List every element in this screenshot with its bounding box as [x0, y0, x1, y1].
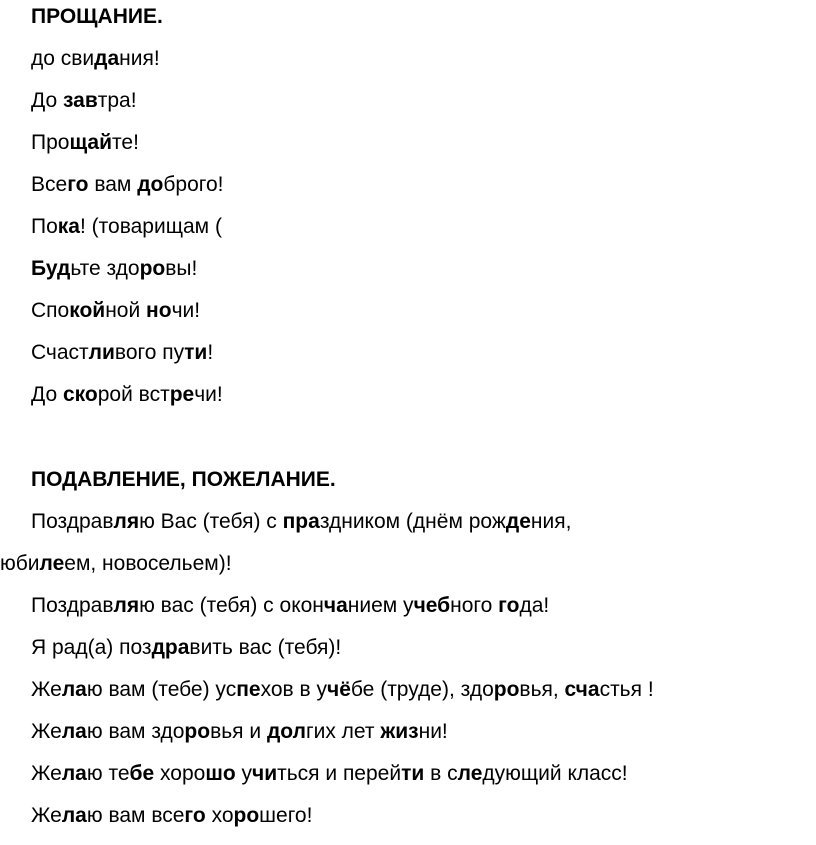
phrase-line — [31, 172, 224, 198]
text-segment: у — [235, 762, 252, 785]
text-segment: ни! — [418, 720, 448, 743]
phrase-line — [31, 340, 213, 366]
text-segment: те! — [112, 131, 139, 154]
text-segment: ля — [113, 594, 140, 617]
text-segment: ка — [57, 215, 80, 238]
text-segment: хоро — [154, 762, 206, 785]
text-segment: чё — [327, 678, 351, 701]
text-segment: хов в у — [260, 678, 328, 701]
text-segment: ро — [184, 720, 211, 743]
text-segment: сча — [564, 678, 600, 701]
text-segment: ю те — [86, 762, 130, 785]
text-segment: ре — [169, 383, 195, 406]
phrase-line — [31, 719, 448, 745]
text-segment: хо — [205, 804, 234, 827]
text-segment: ла — [61, 678, 87, 701]
text-segment: чеб — [413, 594, 451, 617]
text-segment: До — [31, 383, 63, 406]
text-segment: ро — [493, 678, 520, 701]
text-segment: зав — [62, 89, 98, 112]
text-segment: ле — [457, 762, 483, 785]
text-segment: юби — [0, 552, 40, 575]
text-segment: дра — [151, 636, 190, 659]
text-segment: здником (днём рож — [319, 510, 506, 533]
section-heading-farewell: ПРОЩАНИЕ. — [31, 5, 163, 28]
text-segment: вого пу — [114, 341, 185, 364]
text-segment: вья, — [519, 678, 565, 701]
text-segment: ьте здо — [70, 257, 140, 280]
text-segment: Буд — [31, 257, 71, 280]
text-segment: чи — [252, 762, 278, 785]
text-segment: ться и перей — [277, 762, 402, 785]
text-segment: Поздрав — [31, 594, 114, 617]
text-segment: Же — [31, 762, 62, 785]
text-segment: Спо — [31, 299, 70, 322]
text-segment: ча — [323, 594, 348, 617]
text-segment: ем, новосе — [64, 552, 170, 575]
phrase-line — [31, 214, 222, 240]
text-segment: вить вас (тебя)! — [189, 636, 342, 659]
phrase-line — [31, 593, 549, 619]
text-segment: го — [184, 804, 206, 827]
phrase-line — [31, 635, 341, 661]
text-segment: ла — [61, 762, 87, 785]
text-segment: но — [146, 299, 172, 322]
text-segment: го — [498, 594, 520, 617]
text-segment: ю вам все — [86, 804, 185, 827]
text-segment: дол — [266, 720, 306, 743]
text-segment: бе (труде), здо — [350, 678, 494, 701]
text-segment: вья и — [210, 720, 267, 743]
text-segment: до сви — [31, 47, 95, 70]
text-segment: Все — [31, 173, 68, 196]
phrase-line — [31, 761, 628, 787]
phrase-line — [31, 130, 139, 156]
text-segment: кой — [69, 299, 106, 322]
text-segment: По — [31, 215, 58, 238]
text-segment: нием у — [347, 594, 414, 617]
text-segment: ле — [39, 552, 65, 575]
text-segment: дующий класс! — [482, 762, 628, 785]
text-segment: ного — [450, 594, 499, 617]
text-segment: ти — [401, 762, 425, 785]
text-segment: в с — [424, 762, 458, 785]
text-segment: шего! — [259, 804, 313, 827]
text-segment: ! (товарищам ( — [79, 215, 222, 238]
phrase-line — [31, 677, 654, 703]
text-segment: вам — [88, 173, 138, 196]
text-segment: До — [31, 89, 63, 112]
text-segment: ла — [61, 804, 87, 827]
section-heading-greetings: ПОДАВЛЕНИЕ, ПОЖЕЛАНИЕ. — [31, 468, 336, 491]
text-segment: шо — [205, 762, 236, 785]
text-segment: го — [67, 173, 89, 196]
text-segment: ния! — [119, 47, 160, 70]
text-segment: бе — [129, 762, 155, 785]
text-segment: Счаст — [31, 341, 89, 364]
text-segment: Я рад(а) поз — [31, 636, 152, 659]
phrase-line — [31, 298, 200, 324]
text-segment: стья ! — [599, 678, 654, 701]
text-segment: Поздрав — [31, 510, 114, 533]
text-segment: жиз — [380, 720, 419, 743]
text-segment: тра! — [97, 89, 137, 112]
text-segment: гих лет — [305, 720, 381, 743]
text-segment: щай — [69, 131, 113, 154]
text-segment: ти — [184, 341, 208, 364]
text-segment: ! — [207, 341, 214, 364]
phrase-line — [0, 551, 232, 577]
phrase-line — [31, 803, 312, 829]
text-segment: ро — [139, 257, 166, 280]
text-segment: пе — [236, 678, 261, 701]
text-segment: Про — [31, 131, 70, 154]
text-segment: ля — [113, 510, 140, 533]
phrase-line — [31, 46, 160, 72]
text-segment: да! — [519, 594, 550, 617]
text-segment: до — [137, 173, 164, 196]
phrase-line — [31, 256, 197, 282]
text-segment: де — [505, 510, 531, 533]
phrase-line — [31, 382, 223, 408]
text-segment: ла — [61, 720, 87, 743]
text-segment: рой вст — [97, 383, 170, 406]
text-segment: ско — [62, 383, 98, 406]
text-segment: ю вас (тебя) с окон — [139, 594, 324, 617]
text-segment: вы! — [165, 257, 198, 280]
text-segment: пра — [282, 510, 320, 533]
text-segment: ю вам здо — [86, 720, 185, 743]
text-segment: ной — [105, 299, 147, 322]
text-segment: да — [94, 47, 120, 70]
text-segment: Же — [31, 720, 62, 743]
phrase-line — [31, 88, 137, 114]
text-segment: ю вам (тебе) ус — [86, 678, 237, 701]
text-segment: чи! — [194, 383, 223, 406]
text-segment: ро — [233, 804, 260, 827]
text-segment: ю Вас (тебя) с — [139, 510, 283, 533]
text-segment: льем)! — [169, 552, 232, 575]
text-segment: брого! — [163, 173, 224, 196]
phrase-line — [31, 509, 571, 535]
text-segment: Же — [31, 678, 62, 701]
text-segment: ли — [88, 341, 115, 364]
text-segment: Же — [31, 804, 62, 827]
text-segment: ния, — [530, 510, 572, 533]
text-segment: чи! — [171, 299, 201, 322]
